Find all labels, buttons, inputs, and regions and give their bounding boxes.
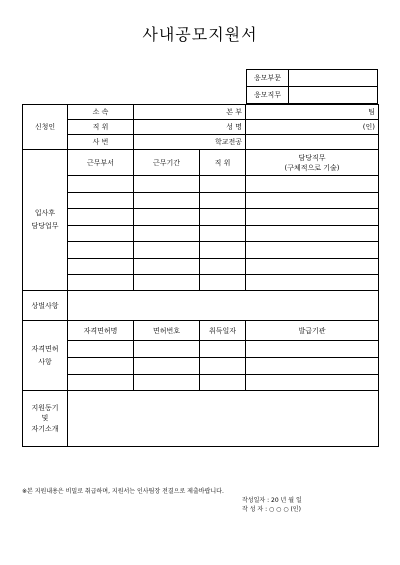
footer-writer-line: 작 성 자 : ○ ○ ○ (인)	[242, 506, 301, 513]
career-row	[23, 192, 379, 209]
apply-job-label: 응모직무	[247, 87, 289, 104]
team-field[interactable]: 팀	[246, 105, 379, 120]
form-footer	[22, 487, 302, 514]
school-major-field[interactable]	[246, 135, 379, 150]
career-header-dept: 근무부서	[68, 150, 134, 176]
career-row	[23, 176, 379, 193]
license-section-label	[23, 321, 68, 391]
career-row	[23, 258, 379, 275]
license-row	[23, 341, 379, 358]
name-label[interactable]: 성 명	[134, 120, 246, 135]
apply-dept-label: 응모부문	[247, 70, 289, 87]
career-label-line2: 담당업무	[31, 222, 59, 230]
footer-notice: ※본 지원내용은 비밀로 취급하며, 지원서는 인사팀장 전결으로 제출바랍니다.	[22, 488, 224, 495]
affiliation-label: 소 속	[68, 105, 134, 120]
career-header-duty: 담당직무 (구체적으로 기술)	[246, 150, 379, 176]
license-header-name: 자격면허명	[68, 321, 134, 341]
career-row	[23, 275, 379, 291]
career-header-period: 근무기간	[134, 150, 200, 176]
motivation-label-line3: 자기소개	[31, 424, 59, 433]
school-major-label[interactable]: 학교전공	[134, 135, 246, 150]
career-header-duty-note: (구체적으로 기술)	[284, 163, 340, 172]
career-row	[23, 242, 379, 259]
motivation-section-label	[23, 391, 68, 447]
license-header-issuer: 발급기관	[246, 321, 379, 341]
career-header-position: 직 위	[200, 150, 246, 176]
license-row	[23, 375, 379, 391]
position-label: 직 위	[68, 120, 134, 135]
application-field-table	[246, 69, 378, 104]
employee-no-label: 사 번	[68, 135, 134, 150]
license-label-line1: 자격면허	[31, 344, 59, 353]
motivation-label-line2: 및	[41, 414, 49, 423]
apply-job-field[interactable]	[289, 87, 378, 104]
motivation-field[interactable]	[68, 391, 379, 447]
name-seal-field[interactable]: (인)	[246, 120, 379, 135]
apply-dept-field[interactable]	[289, 70, 378, 87]
application-form-table	[22, 104, 379, 447]
form-title: 사내공모지원서	[142, 25, 258, 44]
license-header-date: 취득일자	[200, 321, 246, 341]
awards-section-label: 상벌사항	[23, 291, 68, 321]
career-section-label	[23, 150, 68, 291]
applicant-section-label: 신청인	[23, 105, 68, 150]
footer-date-line: 작성일자 : 20 년 월 일	[242, 497, 302, 504]
career-label-line1: 입사후	[34, 209, 56, 218]
career-row	[23, 225, 379, 242]
license-header-number: 면허번호	[134, 321, 200, 341]
awards-field[interactable]	[68, 291, 379, 321]
license-row	[23, 358, 379, 375]
motivation-label-line1: 지원동기	[31, 403, 59, 412]
career-row	[23, 209, 379, 226]
division-label[interactable]: 본 부	[134, 105, 246, 120]
license-label-line2: 사항	[38, 357, 52, 366]
